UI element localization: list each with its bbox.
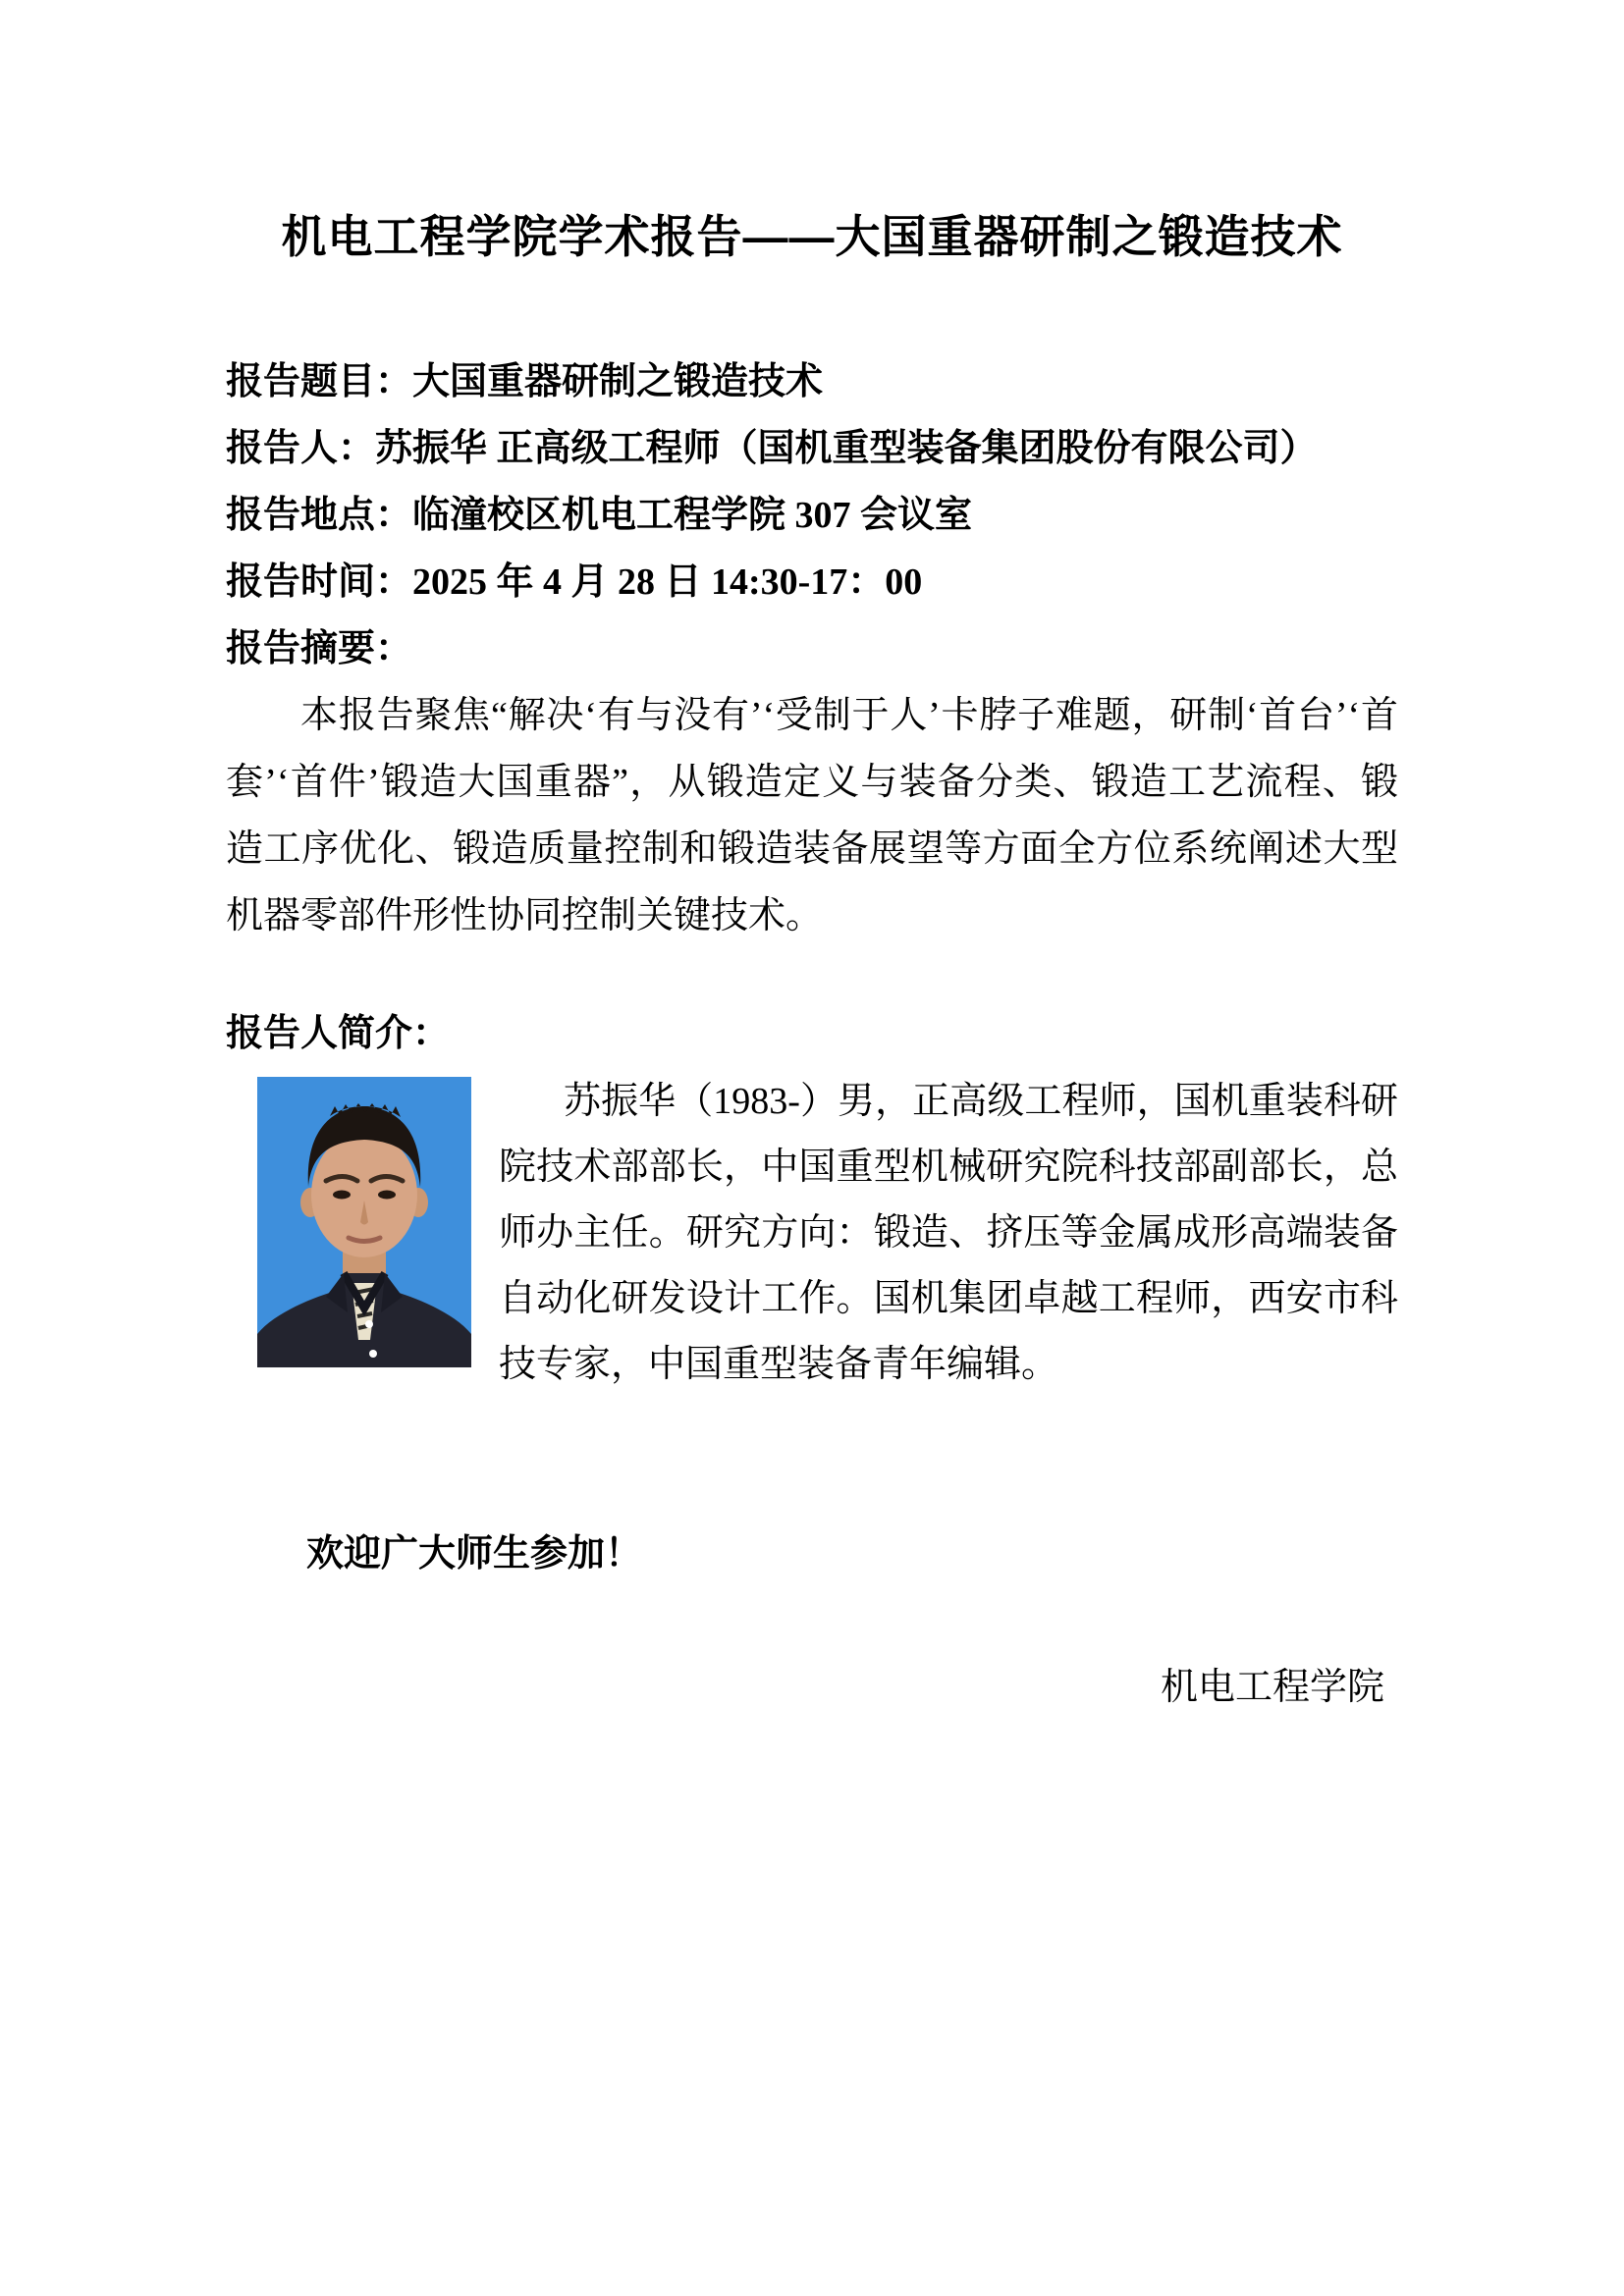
abstract-paragraph: 本报告聚焦“解决‘有与没有’‘受制于人’卡脖子难题，研制‘首台’‘首套’‘首件’锻造大国重器”，从锻造定义与装备分类、锻造工艺流程、锻造工序优化、锻造质量控制和锻造装备展望等方面全方位系统阐述大型机器零部件形性协同控制关键技术。 — [226, 695, 1398, 936]
speaker-bio-paragraph: 苏振华（1983-）男，正高级工程师，国机重装科研院技术部部长，中国重型机械研究院科技部副部长，总师办主任。研究方向：锻造、挤压等金属成形高端装备自动化研发设计工作。国机集团卓越工程师，西安市科技专家，中国重型装备青年编辑。 — [499, 1081, 1398, 1385]
report-time-line: 报告时间：2025 年 4 月 28 日 14:30-17：00 — [226, 561, 923, 603]
report-location-line: 报告地点：临潼校区机电工程学院 307 会议室 — [226, 495, 973, 536]
abstract-heading: 报告摘要： — [226, 628, 413, 669]
speaker-portrait-photo — [257, 1077, 471, 1367]
report-title: 机电工程学院学术报告——大国重器研制之锻造技术 — [281, 211, 1343, 262]
welcome-line: 欢迎广大师生参加！ — [306, 1533, 643, 1575]
speaker-portrait-illustration — [257, 1077, 471, 1367]
speaker-intro-heading: 报告人简介： — [226, 1013, 451, 1054]
signature-line: 机电工程学院 — [1160, 1667, 1384, 1708]
speaker-intro-section — [226, 1077, 1398, 1398]
report-speaker-line: 报告人：苏振华 正高级工程师（国机重型装备集团股份有限公司） — [226, 428, 1318, 469]
report-topic-line: 报告题目：大国重器研制之锻造技术 — [226, 361, 824, 402]
